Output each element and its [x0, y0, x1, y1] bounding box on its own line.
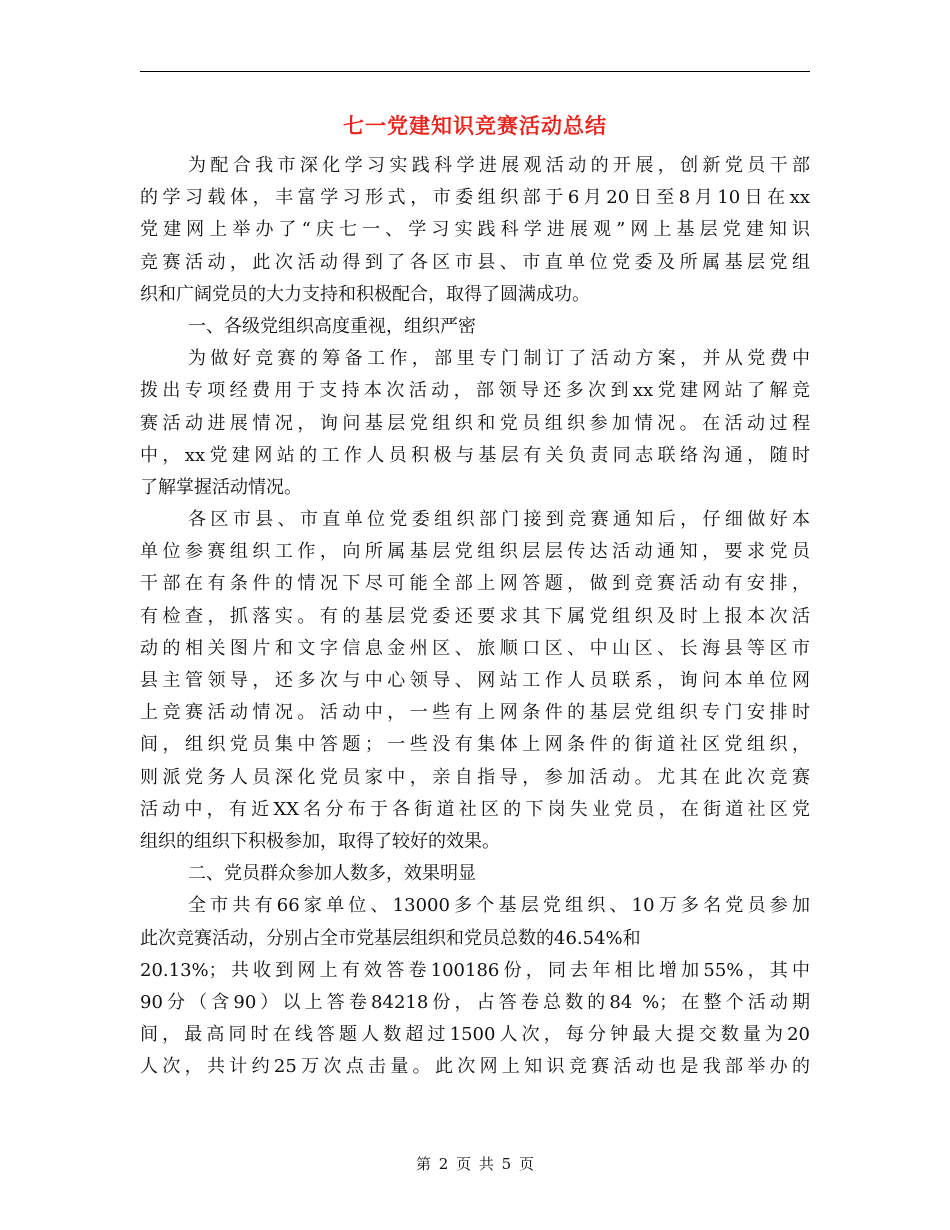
text-line: 的学习载体，丰富学习形式，市委组织部于6月20日至8月10日在xx — [140, 187, 810, 209]
text-line: 活动中，有近XX名分布于各街道社区的下岗失业党员，在街道社区党 — [140, 798, 810, 820]
text-line: 有检查，抓落实。有的基层党委还要求其下属党组织及时上报本次活 — [140, 605, 810, 627]
text-line: 间，组织党员集中答题；一些没有集体上网条件的街道社区党组织， — [140, 734, 810, 756]
text-line: 中，xx党建网站的工作人员积极与基层有关负责同志联络沟通，随时 — [140, 444, 810, 466]
text-line: 20.13%；共收到网上有效答卷100186份，同去年相比增加55%，其中 — [140, 959, 810, 981]
document-title: 七一党建知识竞赛活动总结 — [343, 113, 607, 138]
text-line: 上竞赛活动情况。活动中，一些有上网条件的基层党组织专门安排时 — [140, 702, 810, 724]
text-line: 动的相关图片和文字信息金州区、旅顺口区、中山区、长海县等区市 — [140, 637, 810, 659]
header-rule — [140, 71, 810, 72]
text-line: 织和广阔党员的大力支持和积极配合，取得了圆满成功。 — [140, 283, 590, 305]
text-line: 了解掌握活动情况。 — [140, 476, 302, 498]
text-line: 二、党员群众参加人数多，效果明显 — [188, 863, 476, 885]
text-line: 全市共有66家单位、13000多个基层党组织、10万多名党员参加 — [188, 895, 810, 917]
text-line: 县主管领导，还多次与中心领导、网站工作人员联系，询问本单位网 — [140, 670, 810, 691]
text-line: 间，最高同时在线答题人数超过1500人次，每分钟最大提交数量为20 — [140, 1024, 810, 1046]
text-line: 拨出专项经费用于支持本次活动，部领导还多次到xx党建网站了解竞 — [140, 380, 810, 402]
text-line: 单位参赛组织工作，向所属基层党组织层层传达活动通知，要求党员 — [140, 541, 810, 563]
text-line: 竞赛活动，此次活动得到了各区市县、市直单位党委及所属基层党组 — [140, 251, 810, 273]
text-line: 党建网上举办了“庆七一、学习实践科学进展观”网上基层党建知识 — [140, 219, 810, 241]
page-footer: 第 2 页 共 5 页 — [416, 1155, 534, 1173]
text-line: 则派党务人员深化党员家中，亲自指导，参加活动。尤其在此次竞赛 — [140, 766, 810, 788]
document-body — [140, 150, 810, 1083]
text-line: 一、各级党组织高度重视，组织严密 — [188, 315, 476, 337]
text-line: 各区市县、市直单位党委组织部门接到竞赛通知后，仔细做好本 — [188, 509, 810, 531]
text-line: 组织的组织下积极参加，取得了较好的效果。 — [140, 830, 500, 852]
text-line: 人次，共计约25万次点击量。此次网上知识竞赛活动也是我部举办的 — [140, 1056, 810, 1078]
text-line: 90分（含90）以上答卷84218份，占答卷总数的84 %；在整个活动期 — [140, 991, 810, 1013]
text-line: 干部在有条件的情况下尽可能全部上网答题，做到竞赛活动有安排， — [140, 573, 810, 595]
text-line: 为配合我市深化学习实践科学进展观活动的开展，创新党员干部 — [188, 155, 810, 176]
text-line: 为做好竞赛的筹备工作，部里专门制订了活动方案，并从党费中 — [188, 348, 810, 370]
text-line: 此次竞赛活动，分别占全市党基层组织和党员总数的46.54%和 — [140, 927, 641, 949]
text-line: 赛活动进展情况，询问基层党组织和党员组织参加情况。在活动过程 — [140, 412, 810, 434]
